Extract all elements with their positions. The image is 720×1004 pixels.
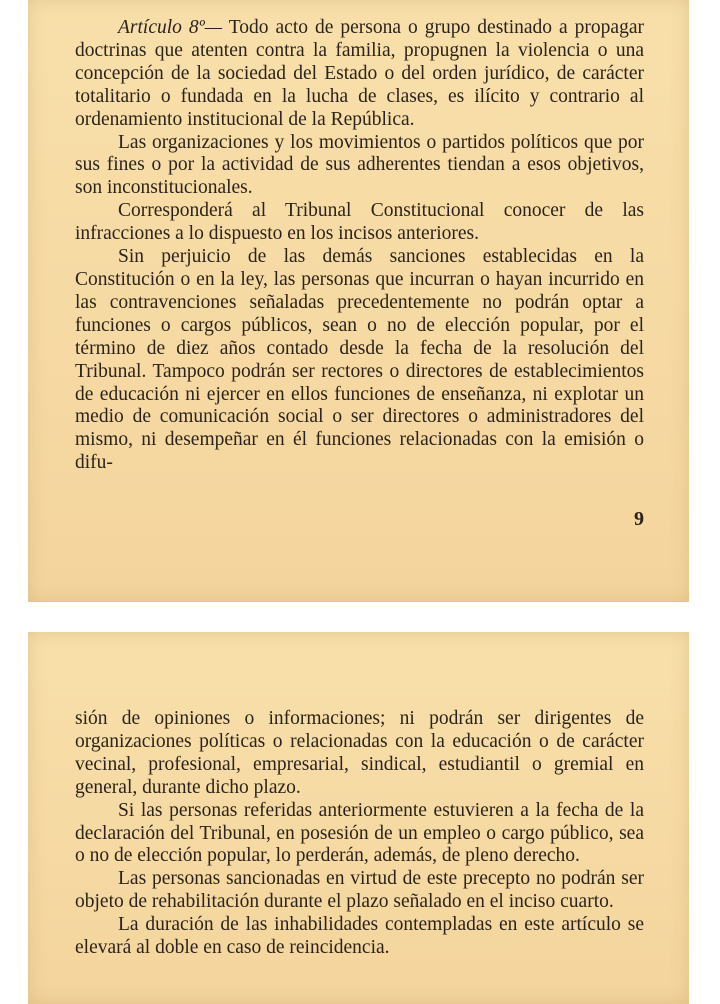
- article-8-paragraph-3: Corresponderá al Tribunal Constitucional conocer de las infracciones a lo dispuesto en los incisos anteriores.: [75, 200, 644, 245]
- article-8-paragraph-7: La duración de las inhabilidades contempladas en este artículo se elevará al doble en caso de reincidencia.: [75, 914, 644, 959]
- page-scan-bottom: [28, 632, 689, 1004]
- article-8-paragraph-1: [75, 17, 644, 132]
- page-1-body: [75, 17, 644, 475]
- article-8-paragraph-4: Sin perjuicio de las demás sanciones establecidas en la Constitución o en la ley, las personas que incurran o hayan incurrido en las contravenciones señaladas precedentemente no podrán optar a funciones o cargos públicos, sean o no de elección popular, por el término de diez años contado desde la fecha de la resolución del Tribunal. Tampoco podrán ser rectores o directores de establecimientos de educación ni ejercer en ellos funciones de enseñanza, ni explotar un medio de comunicación social o ser directores o administradores del mismo, ni desempeñar en él funciones relacionadas con la emisión o difu-: [75, 246, 644, 474]
- page-2-body: [75, 708, 644, 960]
- paragraph-1-text: Todo acto de persona o grupo destinado a propagar doctrinas que atenten contra la familia, propugnen la violencia o una concepción de la sociedad del Estado o del orden jurídico, de carácter totalitario o fundada en la lucha de clases, es ilícito y contrario al ordenamiento institucional de la República.: [75, 17, 644, 130]
- article-8-paragraph-2: Las organizaciones y los movimientos o partidos políticos que por sus fines o por la actividad de sus adherentes tiendan a esos objetivos, son inconstitucionales.: [75, 131, 644, 199]
- page-number: 9: [634, 508, 644, 530]
- article-8-paragraph-5: Si las personas referidas anteriormente estuvieren a la fecha de la declaración del Tribunal, en posesión de un empleo o cargo público, sea o no de elección popular, lo perderán, además, de pleno derecho.: [75, 799, 644, 867]
- article-8-paragraph-6: Las personas sancionadas en virtud de este precepto no podrán ser objeto de rehabilitación durante el plazo señalado en el inciso cuarto.: [75, 868, 644, 913]
- article-heading: Artículo 8º—: [118, 17, 223, 38]
- article-8-paragraph-4-continued: sión de opiniones o informaciones; ni podrán ser dirigentes de organizaciones políticas o relacionadas con la educación o de carácter vecinal, profesional, empresarial, sindical, estudiantil o gremial en general, durante dicho plazo.: [75, 708, 644, 798]
- page-scan-top: [28, 0, 689, 602]
